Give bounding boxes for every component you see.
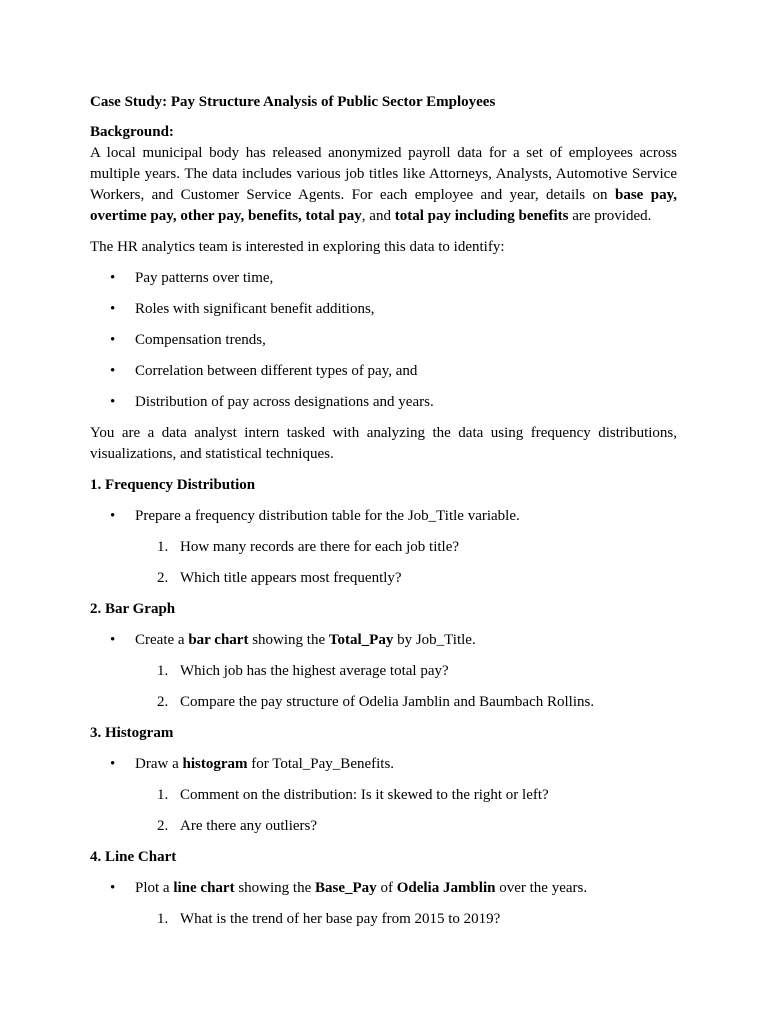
question-text: How many records are there for each job title? bbox=[180, 539, 460, 555]
section-3-question-2 bbox=[90, 816, 677, 837]
section-4-bullet bbox=[90, 878, 677, 899]
document-body bbox=[90, 92, 677, 940]
bullet-bold-text: bar chart bbox=[188, 632, 249, 648]
section-3-heading: 3. Histogram bbox=[90, 725, 174, 741]
goal-item: • Compensation trends, bbox=[90, 330, 677, 351]
question-number: 1. bbox=[157, 539, 169, 555]
question-text: Compare the pay structure of Odelia Jamblin and Baumbach Rollins. bbox=[180, 694, 595, 710]
section-1-bullet: • Prepare a frequency distribution table for the Job_Title variable. bbox=[90, 506, 677, 527]
bullet-text: showing the bbox=[248, 632, 329, 648]
bullet-text: for Total_Pay_Benefits. bbox=[247, 756, 395, 772]
bullet-bold-text: Odelia Jamblin bbox=[396, 880, 496, 896]
question-number: 1. bbox=[157, 663, 169, 679]
goal-item: • Correlation between different types of pay, and bbox=[90, 361, 677, 382]
section-2-question-2 bbox=[90, 692, 677, 713]
section-1-question-2 bbox=[90, 568, 677, 589]
section-2-bullet bbox=[90, 630, 677, 651]
section-3-bullets bbox=[90, 754, 677, 775]
background-paragraph bbox=[90, 143, 677, 227]
goal-item: • Roles with significant benefit additions, bbox=[90, 299, 677, 320]
background-bold-2: total pay including benefits bbox=[394, 208, 569, 224]
background-heading: Background: bbox=[90, 124, 174, 140]
section-1-questions bbox=[90, 537, 677, 589]
section-2-question-1 bbox=[90, 661, 677, 682]
task-intro-paragraph: You are a data analyst intern tasked with analyzing the data using frequency distributions, visualizations, and statistical techniques. bbox=[90, 425, 677, 462]
section-3-bullet bbox=[90, 754, 677, 775]
bullet-text: Plot a bbox=[135, 880, 174, 896]
section-4-bullets bbox=[90, 878, 677, 899]
section-1-heading: 1. Frequency Distribution bbox=[90, 477, 256, 493]
document-title: Case Study: Pay Structure Analysis of Public Sector Employees bbox=[90, 94, 496, 110]
question-number: 1. bbox=[157, 787, 169, 803]
section-1-question-1 bbox=[90, 537, 677, 558]
bullet-bold-text: line chart bbox=[173, 880, 235, 896]
bullet-text: Create a bbox=[135, 632, 189, 648]
bullet-text: over the years. bbox=[495, 880, 588, 896]
goal-item: • Distribution of pay across designations and years. bbox=[90, 392, 677, 413]
goals-list bbox=[90, 268, 677, 413]
bullet-text: showing the bbox=[234, 880, 316, 896]
section-4-questions bbox=[90, 909, 677, 930]
section-4-heading: 4. Line Chart bbox=[90, 849, 177, 865]
question-text: Comment on the distribution: Is it skewed to the right or left? bbox=[180, 787, 549, 803]
background-text-2: , and bbox=[361, 208, 395, 224]
bullet-text: by Job_Title. bbox=[393, 632, 476, 648]
background-text-1: A local municipal body has released anonymized payroll data for a set of employees across multiple years. The data includes various job titles like Attorneys, Analysts, Automotive Service Workers, and Customer Service Agents. For each employee and year, details on bbox=[90, 145, 677, 203]
question-text: What is the trend of her base pay from 2015 to 2019? bbox=[180, 911, 501, 927]
section-2-heading: 2. Bar Graph bbox=[90, 601, 176, 617]
bullet-text: of bbox=[376, 880, 397, 896]
goal-item: • Pay patterns over time, bbox=[90, 268, 677, 289]
question-number: 2. bbox=[157, 570, 169, 586]
question-number: 1. bbox=[157, 911, 169, 927]
background-bold-1: base pay, overtime pay, other pay, benefits, total pay bbox=[90, 187, 678, 224]
section-4-question-1 bbox=[90, 909, 677, 930]
question-text: Are there any outliers? bbox=[180, 818, 318, 834]
question-number: 2. bbox=[157, 694, 169, 710]
bullet-bold-text: Base_Pay bbox=[315, 880, 377, 896]
section-3-questions bbox=[90, 785, 677, 837]
bullet-bold-text: histogram bbox=[182, 756, 248, 772]
section-3-question-1 bbox=[90, 785, 677, 806]
background-text-3: are provided. bbox=[568, 208, 652, 224]
section-2-bullets bbox=[90, 630, 677, 651]
section-2-questions bbox=[90, 661, 677, 713]
question-text: Which title appears most frequently? bbox=[180, 570, 402, 586]
intro-paragraph: The HR analytics team is interested in exploring this data to identify: bbox=[90, 239, 505, 255]
question-number: 2. bbox=[157, 818, 169, 834]
question-text: Which job has the highest average total pay? bbox=[180, 663, 449, 679]
section-1-bullets bbox=[90, 506, 677, 527]
bullet-bold-text: Total_Pay bbox=[328, 632, 394, 648]
bullet-text: Draw a bbox=[135, 756, 183, 772]
